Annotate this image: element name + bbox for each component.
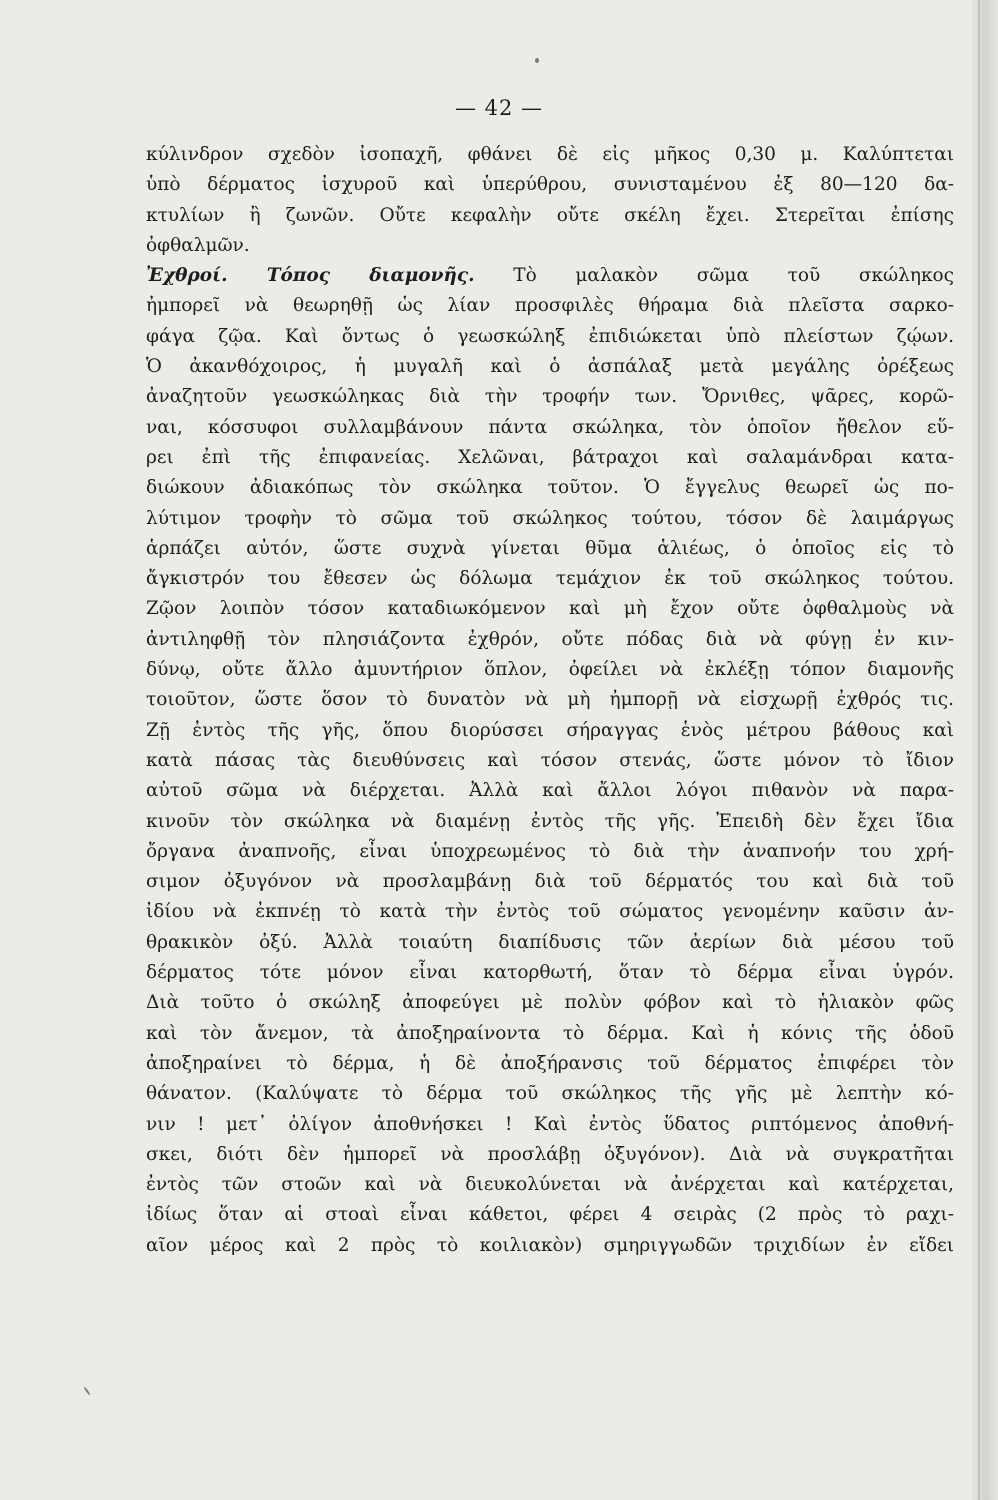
text-line: ναι, κόσσυφοι συλλαμβάνουν πάντα σκώληκα, τὸν ὁποῖον ἤθελον εὕ- (146, 416, 954, 438)
text-line: διώκουν ἀδιακόπως τὸν σκώληκα τοῦτον. Ὁ ἔγγελυς θεωρεῖ ὡς πο- (146, 477, 954, 499)
page-number: — 42 — (454, 96, 544, 120)
text-line: ἀντιληφθῇ τὸν πλησιάζοντα ἐχθρόν, οὔτε πόδας διὰ νὰ φύγῃ ἐν κιν- (146, 628, 954, 650)
text-line: Ζῇ ἐντὸς τῆς γῆς, ὅπου διορύσσει σήραγγας ἑνὸς μέτρου βάθους καὶ (146, 719, 954, 741)
text-line: δύνῳ, οὔτε ἄλλο ἀμυντήριον ὅπλον, ὀφείλει νὰ ἐκλέξῃ τόπον διαμονῆς (146, 659, 954, 681)
text-line: Ὁ ἀκανθόχοιρος, ἡ μυγαλῆ καὶ ὁ ἀσπάλαξ μετὰ μεγάλης ὀρέξεως (146, 356, 954, 378)
page-edge-line (978, 0, 980, 1500)
text-line: ὀφθαλμῶν. (146, 234, 250, 256)
text-line: ἐντὸς τῶν στοῶν καὶ νὰ διευκολύνεται νὰ ἀνέρχεται καὶ κατέρχεται, (146, 1174, 954, 1196)
text-line: ὄργανα ἀναπνοῆς, εἶναι ὑποχρεωμένος τὸ διὰ τὴν ἀναπνοήν του χρή- (146, 840, 954, 862)
text-line: αὐτοῦ σῶμα νὰ διέρχεται. Ἀλλὰ καὶ ἄλλοι λόγοι πιθανὸν νὰ παρα- (146, 780, 954, 802)
section-heading-line (146, 261, 954, 291)
text-line: νιν ! μετ᾽ ὀλίγον ἀποθνήσκει ! Καὶ ἐντὸς ὕδατος ριπτόμενος ἀποθνή- (146, 1113, 954, 1135)
text-line: καὶ τὸν ἄνεμον, τὰ ἀποξηραίνοντα τὸ δέρμα. Καὶ ἡ κόνις τῆς ὁδοῦ (146, 1022, 954, 1044)
text-line: ρει ἐπὶ τῆς ἐπιφανείας. Χελῶναι, βάτραχοι καὶ σαλαμάνδραι κατα- (146, 446, 954, 468)
text-line: τοιοῦτον, ὥστε ὅσον τὸ δυνατὸν νὰ μὴ ἠμπορῇ νὰ εἰσχωρῇ ἐχθρός τις. (146, 689, 954, 711)
text-line: σιμον ὀξυγόνον νὰ προσλαμβάνῃ διὰ τοῦ δέρματός του καὶ διὰ τοῦ (146, 871, 954, 893)
text-line: ὑπὸ δέρματος ἰσχυροῦ καὶ ὑπερύθρου, συνισταμένου ἐξ 80—120 δα- (146, 174, 954, 196)
text-line: ἀποξηραίνει τὸ δέρμα, ἡ δὲ ἀποξήρανσις τοῦ δέρματος ἐπιφέρει τὸν (146, 1052, 954, 1074)
text-line: αῖον μέρος καὶ 2 πρὸς τὸ κοιλιακὸν) σμηριγγωδῶν τριχιδίων ἐν εἴδει (146, 1234, 954, 1256)
ink-speck (535, 58, 539, 63)
text-line: Διὰ τοῦτο ὁ σκώληξ ἀποφεύγει μὲ πολὺν φόβον καὶ τὸ ἡλιακὸν φῶς (146, 992, 954, 1014)
text-line: Ζῷον λοιπὸν τόσον καταδιωκόμενον καὶ μὴ ἔχον οὔτε ὀφθαλμοὺς νὰ (146, 598, 954, 620)
text-line: ἀναζητοῦν γεωσκώληκας διὰ τὴν τροφήν των. Ὄρνιθες, ψᾶρες, κορῶ- (146, 386, 954, 408)
text-line: λύτιμον τροφὴν τὸ σῶμα τοῦ σκώληκος τούτου, τόσον δὲ λαιμάργως (146, 507, 954, 529)
text-line: δέρματος τότε μόνον εἶναι κατορθωτή, ὅταν τὸ δέρμα εἶναι ὑγρόν. (146, 962, 954, 984)
text-line: ἁρπάζει αὐτόν, ὥστε συχνὰ γίνεται θῦμα ἁλιέως, ὁ ὁποῖος εἰς τὸ (146, 537, 954, 559)
text-line: κτυλίων ἢ ζωνῶν. Οὔτε κεφαλὴν οὔτε σκέλη ἔχει. Στερεῖται ἐπίσης (146, 204, 954, 226)
text-run: Τὸ μαλακὸν σῶμα τοῦ σκώληκος (474, 265, 954, 287)
text-line: ἠμπορεῖ νὰ θεωρηθῇ ὡς λίαν προσφιλὲς θήραμα διὰ πλεῖστα σαρκο- (146, 295, 954, 317)
text-line: κατὰ πάσας τὰς διευθύνσεις καὶ τόσον στενάς, ὥστε μόνον τὸ ἴδιον (146, 749, 954, 771)
page-edge-shadow (972, 0, 998, 1500)
body-text (146, 140, 954, 1261)
ink-speck (83, 1386, 90, 1395)
text-line: φάγα ζῷα. Καὶ ὄντως ὁ γεωσκώληξ ἐπιδιώκεται ὑπὸ πλείστων ζῴων. (146, 325, 954, 347)
text-line: θάνατον. (Καλύψατε τὸ δέρμα τοῦ σκώληκος τῆς γῆς μὲ λεπτὴν κό- (146, 1083, 954, 1105)
text-line: ἰδίως ὅταν αἱ στοαὶ εἶναι κάθετοι, φέρει 4 σειρὰς (2 πρὸς τὸ ραχι- (146, 1204, 954, 1226)
text-line: ἰδίου νὰ ἐκπνέῃ τὸ κατὰ τὴν ἐντὸς τοῦ σώματος γενομένην καῦσιν ἀν- (146, 901, 954, 923)
text-line: θρακικὸν ὀξύ. Ἀλλὰ τοιαύτη διαπίδυσις τῶν ἀερίων διὰ μέσου τοῦ (146, 931, 954, 953)
text-line: κινοῦν τὸν σκώληκα νὰ διαμένῃ ἐντὸς τῆς γῆς. Ἐπειδὴ δὲν ἔχει ἴδια (146, 810, 954, 832)
section-heading: Ἐχθροί. Τόπος διαμονῆς. (146, 265, 475, 287)
text-line: σκει, διότι δὲν ἠμπορεῖ νὰ προσλάβῃ ὀξυγόνον). Διὰ νὰ συγκρατῆται (146, 1143, 954, 1165)
text-line: ἄγκιστρόν του ἔθεσεν ὡς δόλωμα τεμάχιον ἐκ τοῦ σκώληκος τούτου. (146, 568, 954, 590)
text-line: κύλινδρον σχεδὸν ἰσοπαχῆ, φθάνει δὲ εἰς μῆκος 0,30 μ. Καλύπτεται (146, 144, 954, 165)
